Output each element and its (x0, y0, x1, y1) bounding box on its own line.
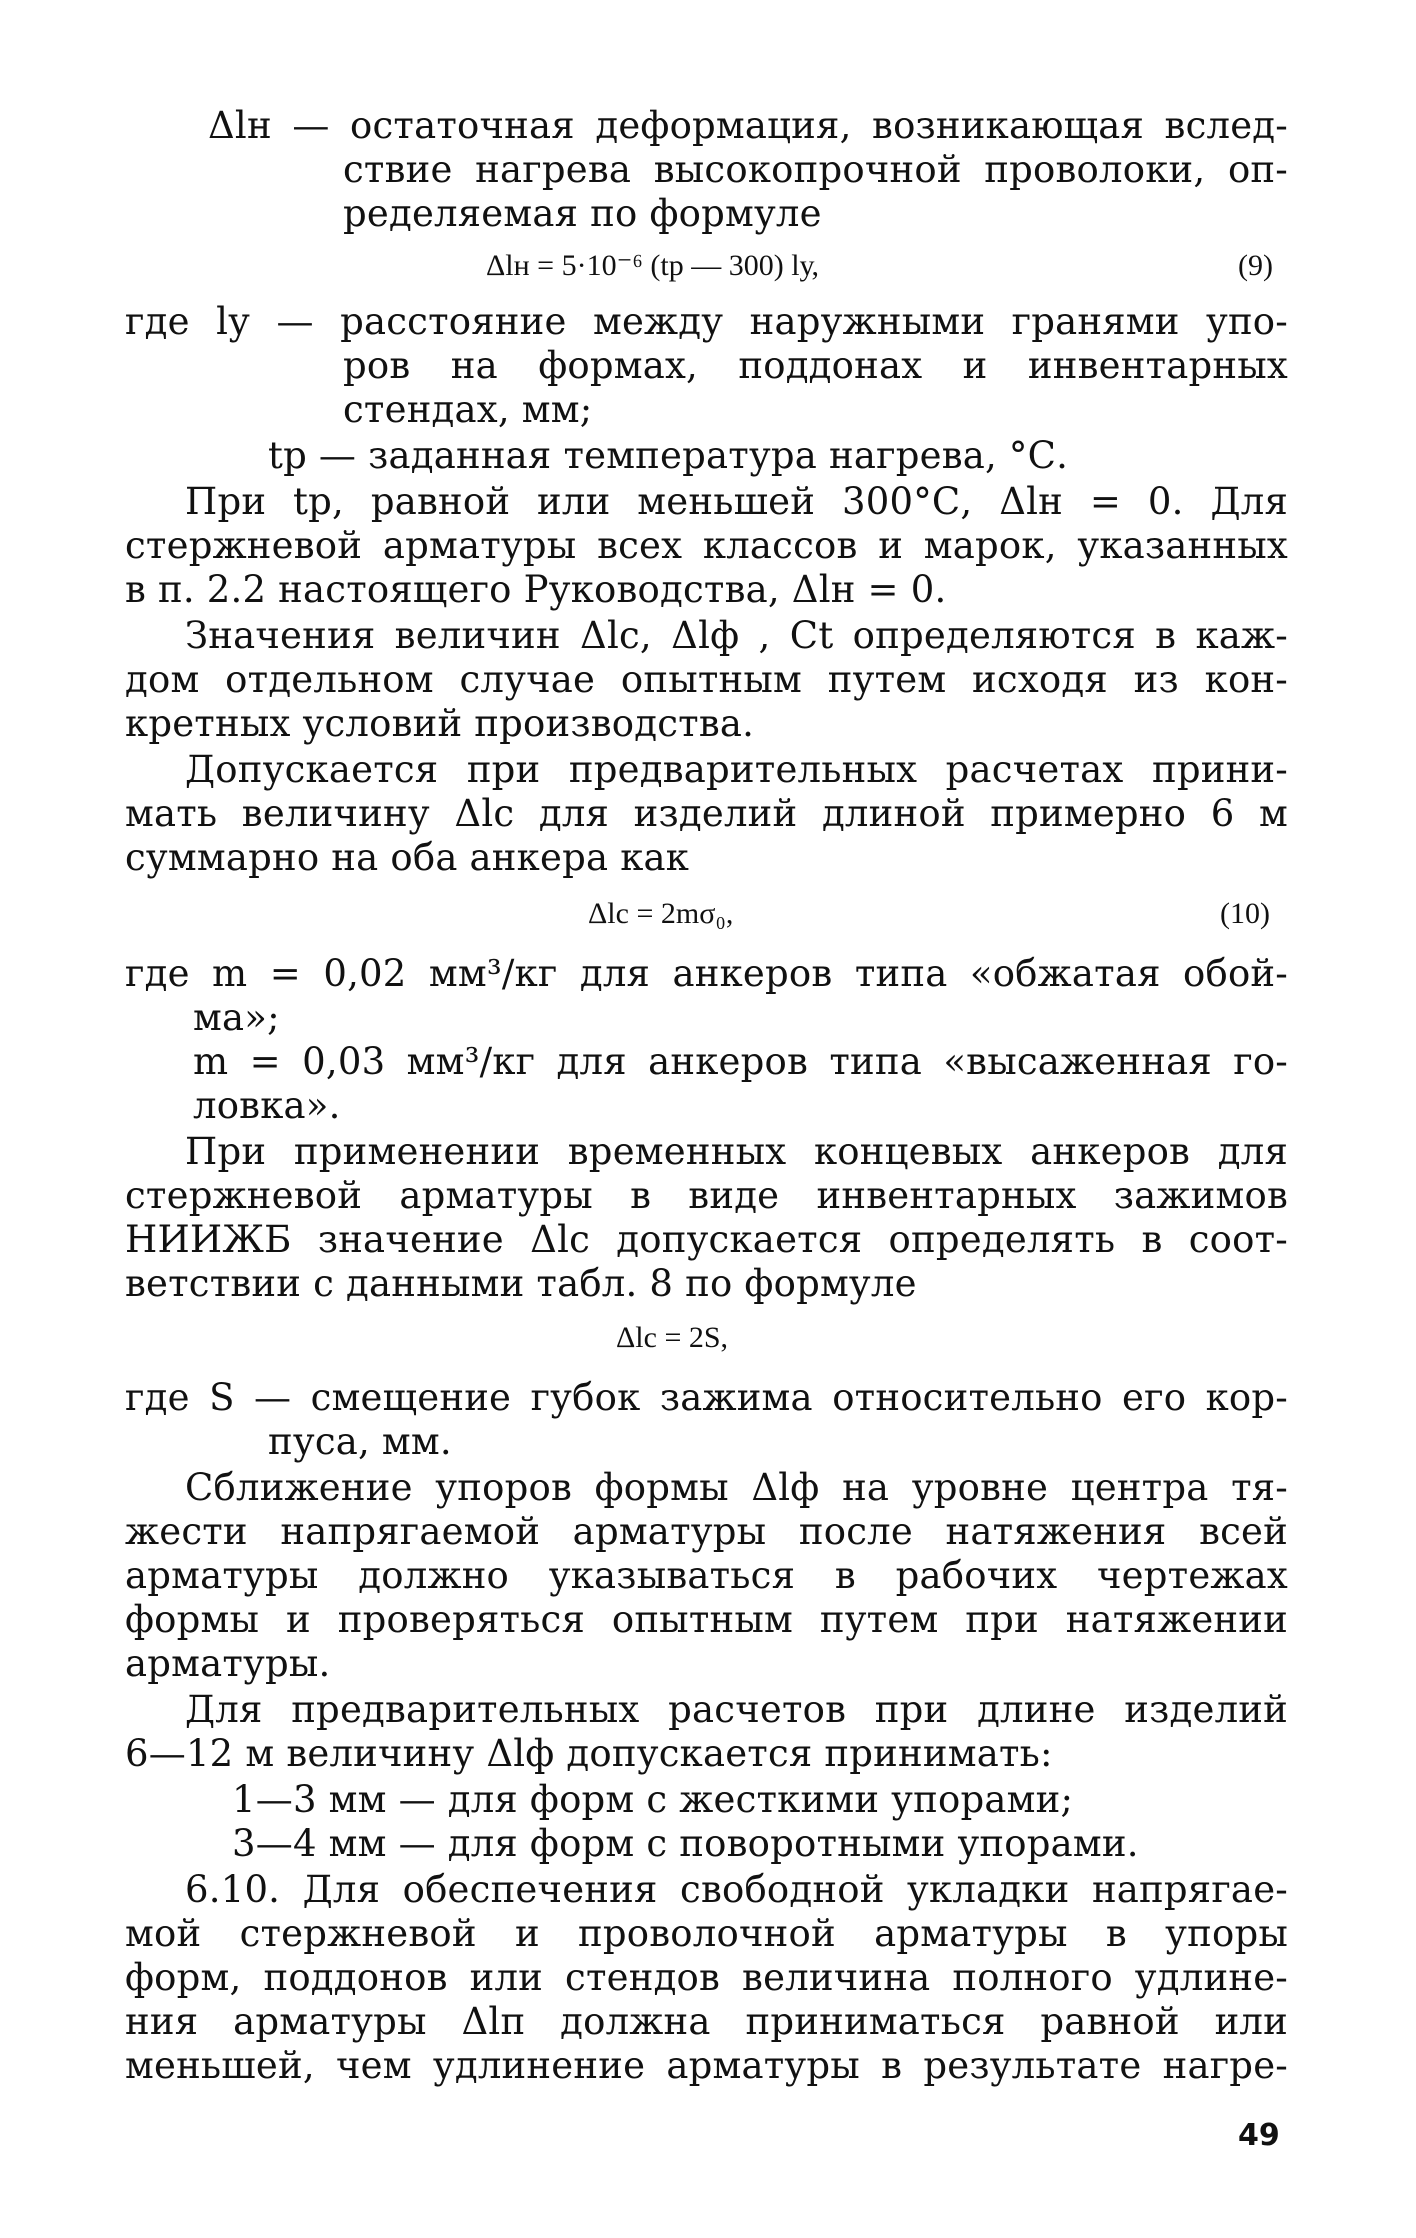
text-line: При применении временных концевых анкеров для (185, 1130, 1288, 1173)
formula-2s: Δlс = 2S, (616, 1321, 729, 1354)
text-line: в п. 2.2 настоящего Руководства, Δlн = 0. (125, 568, 947, 611)
text-line: 1—3 мм — для форм с жесткими упорами; (232, 1778, 1074, 1821)
text-line: арматуры. (125, 1642, 331, 1685)
text-line: меньшей, чем удлинение арматуры в результате нагре- (125, 2044, 1288, 2087)
formula-10: Δlс = 2mσ₀, (588, 897, 734, 930)
text-line: стержневой арматуры в виде инвентарных зажимов (125, 1174, 1288, 1217)
text-line: ловка». (193, 1084, 341, 1127)
text-line: Δlн — остаточная деформация, возникающая вслед- (208, 104, 1288, 147)
text-line: 3—4 мм — для форм с поворотными упорами. (232, 1822, 1139, 1865)
text-line: стендах, мм; (343, 388, 593, 431)
text-line: 6—12 м величину Δlф допускается принимать: (125, 1732, 1053, 1775)
text-line: ния арматуры Δlп должна приниматься равной или (125, 2000, 1288, 2043)
text-line: арматуры должно указываться в рабочих чертежах (125, 1554, 1288, 1597)
text-line: кретных условий производства. (125, 702, 755, 745)
text-line: Сближение упоров формы Δlф на уровне центра тя- (185, 1466, 1288, 1509)
formula-9: Δlн = 5·10⁻⁶ (tр — 300) lу, (486, 249, 820, 282)
text-line: При tр, равной или меньшей 300°С, Δlн = 0. Для (185, 480, 1288, 523)
text-line: где S — смещение губок зажима относительно его кор- (125, 1376, 1288, 1419)
formula-number-10: (10) (1220, 897, 1270, 930)
text-line: ветствии с данными табл. 8 по формуле (125, 1262, 917, 1305)
page-number: 49 (1238, 2118, 1280, 2153)
text-line: ствие нагрева высокопрочной проволоки, оп- (343, 148, 1288, 191)
text-line: стержневой арматуры всех классов и марок, указанных (125, 524, 1288, 567)
text-line: tр — заданная температура нагрева, °С. (268, 434, 1069, 477)
text-line: ма»; (193, 996, 280, 1039)
text-line: мать величину Δlс для изделий длиной примерно 6 м (125, 792, 1288, 835)
text-line: суммарно на оба анкера как (125, 836, 690, 879)
text-line: Значения величин Δlс, Δlф , Сt определяются в каж- (185, 614, 1288, 657)
text-line: Допускается при предварительных расчетах прини- (185, 748, 1288, 791)
text-line: пуса, мм. (268, 1420, 452, 1463)
text-line: форм, поддонов или стендов величина полного удлине- (125, 1956, 1288, 1999)
text-line: Для предварительных расчетов при длине изделий (185, 1688, 1288, 1731)
text-line: НИИЖБ значение Δlс допускается определять в соот- (125, 1218, 1288, 1261)
text-line: формы и проверяться опытным путем при натяжении (125, 1598, 1288, 1641)
text-line: где lу — расстояние между наружными гранями упо- (125, 300, 1288, 343)
text-line: дом отдельном случае опытным путем исходя из кон- (125, 658, 1288, 701)
text-line: 6.10. Для обеспечения свободной укладки напрягае- (185, 1868, 1288, 1911)
text-line: ров на формах, поддонах и инвентарных (343, 344, 1288, 387)
text-line: где m = 0,02 мм³/кг для анкеров типа «обжатая обой- (125, 952, 1288, 995)
formula-number-9: (9) (1238, 249, 1273, 282)
text-line: жести напрягаемой арматуры после натяжения всей (125, 1510, 1288, 1553)
text-line: m = 0,03 мм³/кг для анкеров типа «высаженная го- (193, 1040, 1288, 1083)
text-line: ределяемая по формуле (343, 192, 822, 235)
text-line: мой стержневой и проволочной арматуры в упоры (125, 1912, 1288, 1955)
